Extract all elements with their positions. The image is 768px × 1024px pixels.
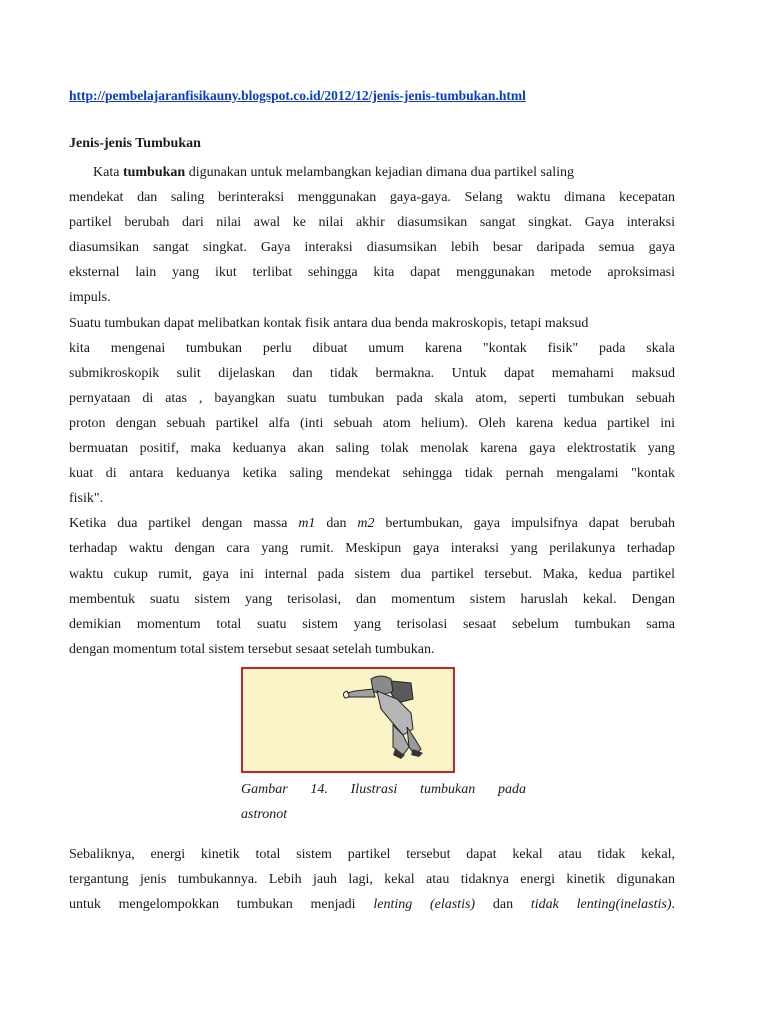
astronaut-illustration xyxy=(243,669,453,771)
p3-line-4: membentuk suatu sistem yang terisolasi, dan momentum sistem haruslah kekal. Dengan xyxy=(69,591,675,607)
p3-line-5: demikian momentum total suatu sistem yang terisolasi sesaat sebelum tumbukan sama xyxy=(69,616,675,632)
p1-line-3: partikel berubah dari nilai awal ke nilai akhir diasumsikan sangat singkat. Gaya interaksi xyxy=(69,215,675,231)
paragraph-1 xyxy=(69,160,675,662)
p2-line-5: proton dengan sebuah partikel alfa (inti sebuah atom helium). Oleh karena kedua partikel ini xyxy=(69,415,675,431)
p2-line-6: bermuatan positif, maka keduanya akan saling tolak menolak karena gaya elektrostatik yang xyxy=(69,441,675,457)
p2-line-7: kuat di antara keduanya ketika saling mendekat sehingga tidak pernah mengalami "kontak xyxy=(69,466,675,482)
caption-line-1: Gambar 14. Ilustrasi tumbukan pada xyxy=(241,782,526,797)
p1-line-2: mendekat dan saling berinteraksi menggunakan gaya-gaya. Selang waktu dimana kecepatan xyxy=(69,190,675,206)
p3-line-1: Ketika dua partikel dengan massa m1 dan m2 bertumbukan, gaya impulsifnya dapat berubah xyxy=(69,516,675,532)
p2-line-8: fisik". xyxy=(69,491,104,507)
p2-line-3: submikroskopik sulit dijelaskan dan tidak bermakna. Untuk dapat memahami maksud xyxy=(69,365,675,381)
paragraph-4 xyxy=(69,842,675,917)
p3-line-3: waktu cukup rumit, gaya ini internal pada sistem dua partikel tersebut. Maka, kedua partikel xyxy=(69,566,675,582)
figure-caption xyxy=(241,777,526,827)
p1-line-6: impuls. xyxy=(69,290,111,306)
p4-line-2: tergantung jenis tumbukannya. Lebih jauh lagi, kekal atau tidaknya energi kinetik digunakan xyxy=(69,872,675,888)
astronaut-figure xyxy=(241,667,455,773)
p2-line-2: kita mengenai tumbukan perlu dibuat umum karena "kontak fisik" pada skala xyxy=(69,340,675,356)
p2-line-4: pernyataan di atas , bayangkan suatu tumbukan pada skala atom, seperti tumbukan sebuah xyxy=(69,390,675,406)
p1-line-1: Kata tumbukan digunakan untuk melambangkan kejadian dimana dua partikel saling xyxy=(93,165,574,180)
p1-line-5: eksternal lain yang ikut terlibat sehingga kita dapat menggunakan metode aproksimasi xyxy=(69,265,675,281)
p1-line-4: diasumsikan sangat singkat. Gaya interaksi diasumsikan lebih besar daripada semua gaya xyxy=(69,240,675,256)
section-heading: Jenis-jenis Tumbukan xyxy=(69,136,201,151)
p3-line-2: terhadap waktu dengan cara yang rumit. Meskipun gaya interaksi yang perilakunya terhadap xyxy=(69,541,675,557)
p3-line-6: dengan momentum total sistem tersebut sesaat setelah tumbukan. xyxy=(69,641,435,657)
p2-line-1: Suatu tumbukan dapat melibatkan kontak fisik antara dua benda makroskopis, tetapi maksud xyxy=(69,315,589,331)
p4-line-1: Sebaliknya, energi kinetik total sistem partikel tersebut dapat kekal atau tidak kekal, xyxy=(69,847,675,862)
caption-line-2: astronot xyxy=(241,807,288,822)
p4-line-3: untuk mengelompokkan tumbukan menjadi lenting (elastis) dan tidak lenting(inelastis). xyxy=(69,897,675,913)
source-link[interactable]: http://pembelajaranfisikauny.blogspot.co.id/2012/12/jenis-jenis-tumbukan.html xyxy=(69,88,526,103)
